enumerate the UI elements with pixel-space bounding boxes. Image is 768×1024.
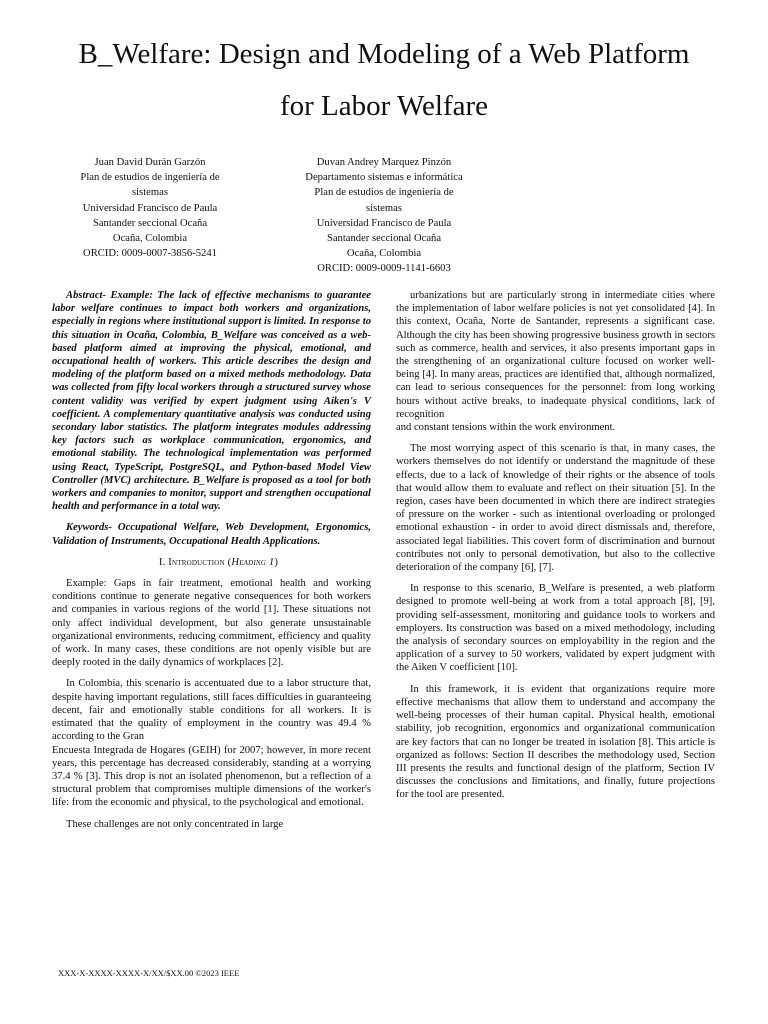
- body-paragraph: These challenges are not only concentrated in large: [66, 818, 284, 830]
- author-1-line: Ocaña, Colombia: [112, 233, 188, 245]
- section-heading: [52, 556, 371, 569]
- author-2-line: Plan de estudios de ingeniería de: [314, 187, 454, 199]
- author-block-1: [60, 155, 240, 261]
- copyright-footer: XXX-X-XXXX-XXXX-X/XX/$XX.00 ©2023 IEEE: [58, 968, 240, 978]
- author-1-line: sistemas: [132, 187, 168, 199]
- heading-sub: Heading 1: [231, 556, 275, 568]
- author-1-line: Plan de estudios de ingeniería de: [80, 172, 220, 184]
- author-1-line: Santander seccional Ocaña: [92, 217, 208, 229]
- body-paragraph: Encuesta Integrada de Hogares (GEIH) for 2007; however, in more recent years, this percentage has decreased considerably, standing at a worrying 37.4 % [3]. This drop is not an isolated phenomenon, but a reflection of a structural problem that compromises multiple dimensions of the worker's life: from the economic and physical, to the psychological and emotional.: [52, 744, 371, 809]
- author-2-line: Departamento sistemas e informática: [305, 172, 463, 184]
- body-paragraph: In Colombia, this scenario is accentuated due to a labor structure that, despite having important regulations, still faces difficulties in guaranteeing decent, fair and emotionally stable conditions for all workers. It is estimated that the quality of employment in the country was 49.4 % according to the Gran: [52, 678, 371, 743]
- left-column: [52, 289, 371, 839]
- body-paragraph: In this framework, it is evident that organizations require more effective mechanisms that allow them to understand and accompany the well-being processes of their human capital. Physical health, emotional stability, job recognition, ergonomics and organizational communication are key factors that can no longer be treated in isolation [8]. This article is organized as follows: Section II describes the methodology used, Section III presents the results and functional design of the platform, Section IV discusses the conclusions and limitations, and finally, future projections for the tool are presented.: [396, 683, 715, 801]
- author-2-line: sistemas: [366, 202, 402, 214]
- heading-close: ): [274, 556, 279, 568]
- abstract: Abstract- Example: The lack of effective mechanisms to guarantee labor welfare continues to impact both workers and organizations, especially in regions where institutional support is limited. In response to this situation in Ocaña, Colombia, B_Welfare was conceived as a web-based platform aimed at improving the physical, emotional, and occupational health of workers. This article describes the design and modeling of the platform based on a mixed methods methodology. Data was collected from fifty local workers through a structured survey whose content validity was verified by expert judgment using Aiken's V coefficient. A complementary quantitative analysis was conducted using secondary labor statistics. The platform integrates modules addressing key factors such as workplace communication, ergonomics, and emotional stability. The technological implementation was performed using React, TypeScript, PostgreSQL, and Python-based Model View Controller (MVC) architecture. B_Welfare is proposed as a tool for both workers and companies to monitor, support and strengthen occupational health and performance in a total way.: [52, 290, 371, 513]
- body-paragraph: and constant tensions within the work environment.: [396, 422, 616, 434]
- author-2-orcid: ORCID: 0009-0009-1141-6603: [317, 263, 451, 275]
- paper-title: [40, 28, 728, 132]
- author-block-2: [286, 155, 482, 277]
- author-1-orcid: ORCID: 0009-0007-3856-5241: [83, 248, 217, 260]
- keywords: Keywords- Occupational Welfare, Web Development, Ergonomics, Validation of Instruments, Occupational Health Applications.: [52, 522, 371, 547]
- title-line-1: B_Welfare: Design and Modeling of a Web Platform: [78, 38, 690, 70]
- author-2-line: Universidad Francisco de Paula: [316, 217, 452, 229]
- title-line-2: for Labor Welfare: [279, 90, 489, 122]
- body-paragraph: The most worrying aspect of this scenario is that, in many cases, the workers themselves do not identify or understand the magnitude of these effects, due to a lack of knowledge of their rights or the absence of tools that would allow them to evaluate and reflect on their situation [5]. In the region, cases have been documented in which there are indirect strategies of pressure on the worker - such as intentional overloading or prolonged emotional exhaustion - in order to avoid direct dismissals and, therefore, associated legal liabilities. This covert form of discrimination and burnout contributes not only to personal demotivation, but also to the collective deterioration of the company [6], [7].: [396, 443, 715, 574]
- body-paragraph: urbanizations but are particularly strong in intermediate cities where the implementation of labor welfare policies is not yet consolidated [4]. In this context, Ocaña, Norte de Santander, represents a significant case. Although the city has been showing progressive business growth in sectors such as commerce, health and services, it also presents important gaps in the strengthening of an organizational culture focused on worker well-being [4]. In many areas, practices are identified that, although normalized, can lead to serious consequences for the personnel: from long working hours without active breaks, to inadequate physical conditions, lack of recognition: [396, 290, 715, 420]
- heading-text: I. Introduction (: [158, 556, 232, 568]
- body-paragraph: In response to this scenario, B_Welfare is presented, a web platform designed to promote well-being at work from a total approach [8], [9], providing self-assessment, monitoring and guidance tools to workers and employers. Its construction was based on a mixed methodology, including the analysis of secondary sources on employability in the region and the application of a survey to 50 workers, validated by expert judgment with the Aiken V coefficient [10].: [396, 583, 715, 674]
- author-2-line: Ocaña, Colombia: [346, 248, 422, 260]
- author-2-name: Duvan Andrey Marquez Pinzón: [316, 157, 452, 168]
- author-1-line: Universidad Francisco de Paula: [82, 202, 218, 214]
- right-column: [396, 289, 715, 810]
- author-1-name: Juan David Durán Garzón: [94, 157, 206, 168]
- author-2-line: Santander seccional Ocaña: [326, 233, 442, 245]
- body-paragraph: Example: Gaps in fair treatment, emotional health and working conditions continue to generate negative consequences for both workers and companies in various regions of the world [1]. These situations not only affect individual development, but also generate unsustainable organizational environments, reducing commitment, efficiency and quality of work. In many cases, these conditions are not openly visible but are deeply rooted in the daily dynamics of workplaces [2].: [52, 578, 371, 669]
